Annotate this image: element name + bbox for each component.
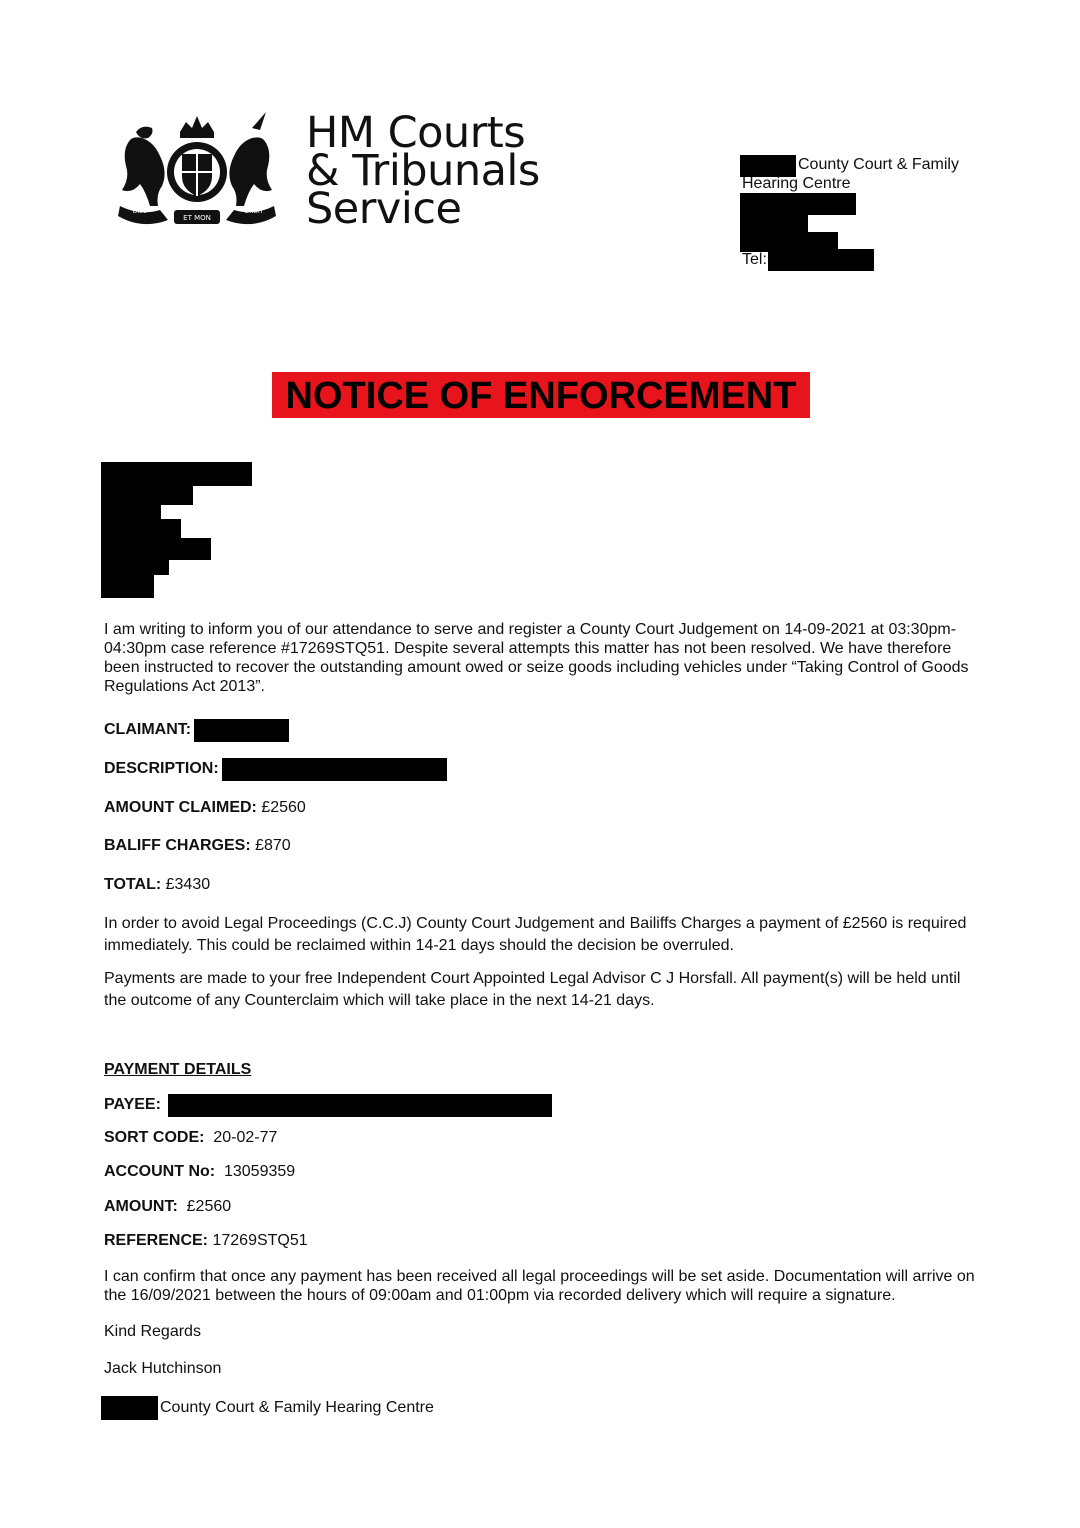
total-row — [104, 875, 210, 895]
account-number-label: ACCOUNT No: — [104, 1163, 216, 1180]
redaction-recipient-6 — [101, 559, 169, 575]
redaction-claimant — [194, 719, 289, 742]
sort-code-label: SORT CODE: — [104, 1129, 205, 1146]
bailiff-charges-value: £870 — [255, 837, 291, 854]
payment-amount-label: AMOUNT: — [104, 1198, 178, 1215]
account-number-value: 13059359 — [223, 1163, 296, 1180]
redaction-recipient-4 — [101, 519, 181, 539]
logo-line-2: & Tribunals — [306, 146, 540, 196]
amount-claimed-row — [104, 798, 306, 818]
amount-claimed-label: AMOUNT CLAIMED: — [104, 799, 257, 816]
redaction-recipient-7 — [101, 574, 154, 598]
redaction-recipient-3 — [101, 504, 161, 520]
description-row — [104, 759, 219, 779]
avoid-proceedings-paragraph: In order to avoid Legal Proceedings (C.C.J) County Court Judgement and Bailiffs Charges a payment of £2560 is required immediately. This could be reclaimed within 14-21 days should the decision be overruled. — [104, 915, 967, 954]
sort-code-row — [104, 1128, 277, 1148]
signoff: Kind Regards — [104, 1323, 201, 1340]
bailiff-charges-row — [104, 836, 291, 856]
crest-motto-bottom: ET MON — [183, 214, 211, 222]
payment-details-heading: PAYMENT DETAILS — [104, 1061, 252, 1078]
logo-line-3: Service — [306, 184, 462, 234]
tel-label: Tel: — [742, 251, 767, 268]
payment-amount-value: £2560 — [186, 1198, 232, 1215]
confirmation-paragraph: I can confirm that once any payment has been received all legal proceedings will be set aside. Documentation will arrive on the 16/09/2021 between the hours of 09:00am and 01:00pm via recorded delivery which will require a signature. — [104, 1268, 975, 1304]
claimant-row — [104, 720, 191, 740]
reference-label: REFERENCE: — [104, 1232, 209, 1249]
royal-crest-logo — [112, 110, 282, 230]
redaction-recipient-1 — [101, 462, 252, 486]
notice-title: NOTICE OF ENFORCEMENT — [272, 372, 810, 418]
logo-line-1: HM Courts — [306, 108, 526, 158]
redaction-recipient-5 — [101, 538, 211, 560]
hmcts-wordmark — [306, 108, 540, 234]
signer-name: Jack Hutchinson — [104, 1360, 222, 1377]
payment-amount-row — [104, 1197, 231, 1217]
redaction-description — [222, 758, 447, 781]
redaction-court-name — [740, 155, 796, 177]
crest-motto-left: DIEU — [132, 208, 148, 215]
payee-label: PAYEE: — [104, 1096, 161, 1113]
payments-paragraph: Payments are made to your free Independent Court Appointed Legal Advisor C J Horsfall. All payment(s) will be held until the outcome of any Counterclaim which will take place in the next 14-21 days. — [104, 970, 961, 1009]
claimant-label: CLAIMANT: — [104, 721, 192, 738]
payee-row — [104, 1095, 161, 1115]
crest-motto-right: DROIT — [244, 208, 264, 215]
redaction-address-1 — [740, 193, 856, 215]
redaction-address-2 — [740, 214, 808, 234]
redaction-recipient-2 — [101, 485, 193, 505]
amount-claimed-value: £2560 — [261, 799, 306, 816]
sort-code-value: 20-02-77 — [213, 1129, 278, 1146]
total-label: TOTAL: — [104, 876, 162, 893]
reference-value: 17269STQ51 — [212, 1232, 308, 1249]
bailiff-charges-label: BALIFF CHARGES: — [104, 837, 251, 854]
description-label: DESCRIPTION: — [104, 760, 219, 777]
redaction-telephone — [768, 249, 874, 271]
redaction-footer-court — [101, 1396, 158, 1420]
redaction-payee — [168, 1094, 552, 1117]
intro-paragraph: I am writing to inform you of our attendance to serve and register a County Court Judgement on 14-09-2021 at 03:30pm-04:30pm case reference #17269STQ51. Despite several attempts this matter has not been resolved. We have therefore been instructed to recover the outstanding amount owed or seize goods including vehicles under “Taking Control of Goods Regulations Act 2013”. — [104, 621, 969, 695]
reference-row — [104, 1231, 308, 1251]
court-name-line2: Hearing Centre — [742, 175, 851, 192]
court-name: County Court & Family — [798, 156, 959, 173]
footer-court-name: County Court & Family Hearing Centre — [160, 1399, 434, 1416]
total-value: £3430 — [165, 876, 211, 893]
account-number-row — [104, 1162, 295, 1182]
